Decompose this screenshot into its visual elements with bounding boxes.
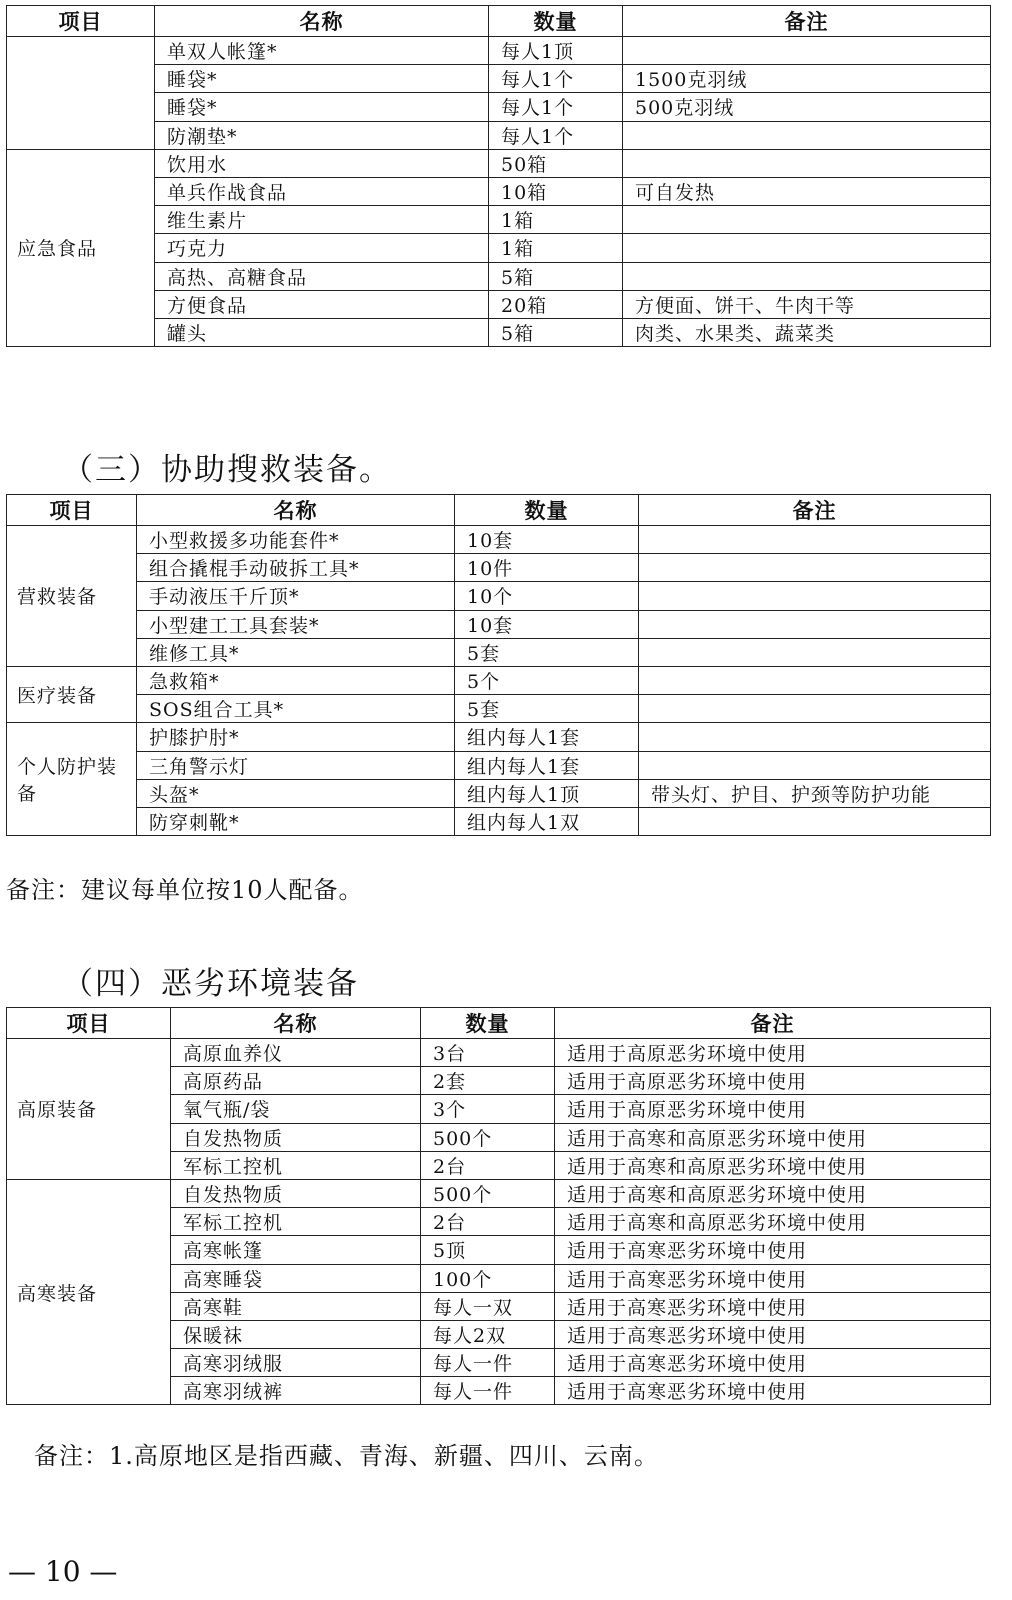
category-cell — [7, 37, 155, 150]
table-row — [7, 65, 991, 93]
quantity-cell: 5套 — [455, 695, 639, 723]
remark-cell — [623, 149, 991, 177]
item-name-cell: SOS组合工具* — [137, 695, 455, 723]
category-cell: 高寒装备 — [7, 1179, 171, 1405]
item-name-cell: 急救箱* — [137, 666, 455, 694]
quantity-cell: 每人一件 — [421, 1377, 555, 1405]
remark-cell — [623, 234, 991, 262]
quantity-cell: 500个 — [421, 1123, 555, 1151]
item-name-cell: 睡袋* — [155, 65, 489, 93]
remark-cell: 适用于高寒恶劣环境中使用 — [555, 1264, 991, 1292]
quantity-cell: 1箱 — [489, 234, 623, 262]
quantity-cell: 每人一件 — [421, 1349, 555, 1377]
header-row — [7, 1008, 991, 1039]
quantity-cell: 每人1个 — [489, 65, 623, 93]
quantity-cell: 1箱 — [489, 206, 623, 234]
item-name-cell: 小型建工工具套装* — [137, 610, 455, 638]
remark-cell: 适用于高寒和高原恶劣环境中使用 — [555, 1179, 991, 1207]
quantity-cell: 5顶 — [421, 1236, 555, 1264]
category-cell: 高原装备 — [7, 1039, 171, 1180]
item-name-cell: 自发热物质 — [171, 1123, 421, 1151]
item-name-cell: 睡袋* — [155, 93, 489, 121]
item-name-cell: 组合撬棍手动破拆工具* — [137, 554, 455, 582]
item-name-cell: 罐头 — [155, 318, 489, 346]
table-row — [7, 318, 991, 346]
quantity-cell: 2台 — [421, 1208, 555, 1236]
remark-cell — [639, 666, 991, 694]
item-name-cell: 方便食品 — [155, 290, 489, 318]
table-row — [7, 177, 991, 205]
item-name-cell: 单双人帐篷* — [155, 37, 489, 65]
quantity-cell: 10个 — [455, 582, 639, 610]
column-header: 项目 — [7, 1008, 171, 1039]
table-row — [7, 206, 991, 234]
remark-cell — [639, 695, 991, 723]
quantity-cell: 5个 — [455, 666, 639, 694]
section-4-heading: （四）恶劣环境装备 — [62, 966, 359, 1002]
quantity-cell: 10套 — [455, 610, 639, 638]
quantity-cell: 5箱 — [489, 318, 623, 346]
rescue-equipment-table — [6, 494, 991, 836]
item-name-cell: 单兵作战食品 — [155, 177, 489, 205]
item-name-cell: 氧气瓶/袋 — [171, 1095, 421, 1123]
table-row — [7, 695, 991, 723]
table-row — [7, 779, 991, 807]
remark-cell: 500克羽绒 — [623, 93, 991, 121]
item-name-cell: 高寒羽绒服 — [171, 1349, 421, 1377]
header-row — [7, 6, 991, 37]
remark-cell — [639, 751, 991, 779]
item-name-cell: 防潮垫* — [155, 121, 489, 149]
remark-cell: 适用于高原恶劣环境中使用 — [555, 1039, 991, 1067]
header-row — [7, 495, 991, 526]
table-row — [7, 582, 991, 610]
quantity-cell: 2套 — [421, 1067, 555, 1095]
table-row — [7, 121, 991, 149]
item-name-cell: 保暖袜 — [171, 1320, 421, 1348]
column-header: 项目 — [7, 495, 137, 526]
remark-cell — [639, 582, 991, 610]
remark-cell: 适用于高寒恶劣环境中使用 — [555, 1377, 991, 1405]
section-3-heading: （三）协助搜救装备。 — [62, 452, 392, 488]
item-name-cell: 高原药品 — [171, 1067, 421, 1095]
remark-cell: 适用于高寒恶劣环境中使用 — [555, 1236, 991, 1264]
remark-cell: 适用于高寒和高原恶劣环境中使用 — [555, 1151, 991, 1179]
item-name-cell: 高寒帐篷 — [171, 1236, 421, 1264]
quantity-cell: 每人一双 — [421, 1292, 555, 1320]
table-row — [7, 93, 991, 121]
quantity-cell: 20箱 — [489, 290, 623, 318]
remark-cell: 适用于高寒恶劣环境中使用 — [555, 1292, 991, 1320]
column-header: 备注 — [639, 495, 991, 526]
category-cell: 应急食品 — [7, 149, 155, 346]
column-header: 数量 — [455, 495, 639, 526]
item-name-cell: 头盔* — [137, 779, 455, 807]
column-header: 数量 — [489, 6, 623, 37]
remark-cell: 适用于高寒和高原恶劣环境中使用 — [555, 1123, 991, 1151]
table-row — [7, 234, 991, 262]
quantity-cell: 每人1个 — [489, 121, 623, 149]
remark-cell — [639, 554, 991, 582]
quantity-cell: 5套 — [455, 638, 639, 666]
remark-cell: 带头灯、护目、护颈等防护功能 — [639, 779, 991, 807]
quantity-cell: 500个 — [421, 1179, 555, 1207]
category-cell: 医疗装备 — [7, 666, 137, 722]
item-name-cell: 三角警示灯 — [137, 751, 455, 779]
quantity-cell: 10件 — [455, 554, 639, 582]
remark-cell: 可自发热 — [623, 177, 991, 205]
table-row — [7, 723, 991, 751]
item-name-cell: 高寒羽绒裤 — [171, 1377, 421, 1405]
column-header: 名称 — [171, 1008, 421, 1039]
category-cell: 营救装备 — [7, 526, 137, 667]
column-header: 名称 — [155, 6, 489, 37]
remark-cell: 适用于高寒和高原恶劣环境中使用 — [555, 1208, 991, 1236]
item-name-cell: 巧克力 — [155, 234, 489, 262]
table-row — [7, 290, 991, 318]
table-row — [7, 1039, 991, 1067]
quantity-cell: 10箱 — [489, 177, 623, 205]
section-4-note: 备注：1.高原地区是指西藏、青海、新疆、四川、云南。 — [34, 1442, 659, 1470]
table-row — [7, 638, 991, 666]
remark-cell — [639, 638, 991, 666]
quantity-cell: 每人1顶 — [489, 37, 623, 65]
section-3-note: 备注：建议每单位按10人配备。 — [6, 876, 364, 904]
quantity-cell: 每人2双 — [421, 1320, 555, 1348]
quantity-cell: 3台 — [421, 1039, 555, 1067]
item-name-cell: 高寒睡袋 — [171, 1264, 421, 1292]
item-name-cell: 小型救援多功能套件* — [137, 526, 455, 554]
item-name-cell: 自发热物质 — [171, 1179, 421, 1207]
remark-cell: 适用于高寒恶劣环境中使用 — [555, 1349, 991, 1377]
item-name-cell: 维修工具* — [137, 638, 455, 666]
quantity-cell: 组内每人1双 — [455, 807, 639, 835]
table-row — [7, 1179, 991, 1207]
item-name-cell: 手动液压千斤顶* — [137, 582, 455, 610]
table-row — [7, 526, 991, 554]
item-name-cell: 军标工控机 — [171, 1151, 421, 1179]
item-name-cell: 军标工控机 — [171, 1208, 421, 1236]
remark-cell — [639, 526, 991, 554]
column-header: 备注 — [555, 1008, 991, 1039]
column-header: 名称 — [137, 495, 455, 526]
quantity-cell: 100个 — [421, 1264, 555, 1292]
remark-cell — [639, 610, 991, 638]
remark-cell: 方便面、饼干、牛肉干等 — [623, 290, 991, 318]
item-name-cell: 高热、高糖食品 — [155, 262, 489, 290]
remark-cell — [623, 121, 991, 149]
remark-cell: 1500克羽绒 — [623, 65, 991, 93]
category-cell: 个人防护装备 — [7, 723, 137, 836]
item-name-cell: 维生素片 — [155, 206, 489, 234]
item-name-cell: 高原血养仪 — [171, 1039, 421, 1067]
item-name-cell: 防穿刺靴* — [137, 807, 455, 835]
item-name-cell: 高寒鞋 — [171, 1292, 421, 1320]
page-number: — 10 — — [8, 1555, 118, 1588]
column-header: 数量 — [421, 1008, 555, 1039]
remark-cell — [623, 206, 991, 234]
quantity-cell: 每人1个 — [489, 93, 623, 121]
table-row — [7, 149, 991, 177]
table-row — [7, 262, 991, 290]
quantity-cell: 50箱 — [489, 149, 623, 177]
remark-cell — [639, 807, 991, 835]
quantity-cell: 10套 — [455, 526, 639, 554]
table-row — [7, 807, 991, 835]
column-header: 备注 — [623, 6, 991, 37]
remark-cell — [623, 37, 991, 65]
item-name-cell: 饮用水 — [155, 149, 489, 177]
remark-cell — [639, 723, 991, 751]
table-row — [7, 666, 991, 694]
equipment-table-1 — [6, 5, 991, 347]
table-row — [7, 751, 991, 779]
table-row — [7, 554, 991, 582]
quantity-cell: 组内每人1套 — [455, 723, 639, 751]
remark-cell: 适用于高原恶劣环境中使用 — [555, 1067, 991, 1095]
column-header: 项目 — [7, 6, 155, 37]
quantity-cell: 3个 — [421, 1095, 555, 1123]
quantity-cell: 组内每人1套 — [455, 751, 639, 779]
table-row — [7, 610, 991, 638]
harsh-environment-table — [6, 1007, 991, 1405]
remark-cell: 适用于高寒恶劣环境中使用 — [555, 1320, 991, 1348]
quantity-cell: 5箱 — [489, 262, 623, 290]
remark-cell — [623, 262, 991, 290]
table-row — [7, 37, 991, 65]
remark-cell: 适用于高原恶劣环境中使用 — [555, 1095, 991, 1123]
item-name-cell: 护膝护肘* — [137, 723, 455, 751]
quantity-cell: 组内每人1顶 — [455, 779, 639, 807]
quantity-cell: 2台 — [421, 1151, 555, 1179]
remark-cell: 肉类、水果类、蔬菜类 — [623, 318, 991, 346]
